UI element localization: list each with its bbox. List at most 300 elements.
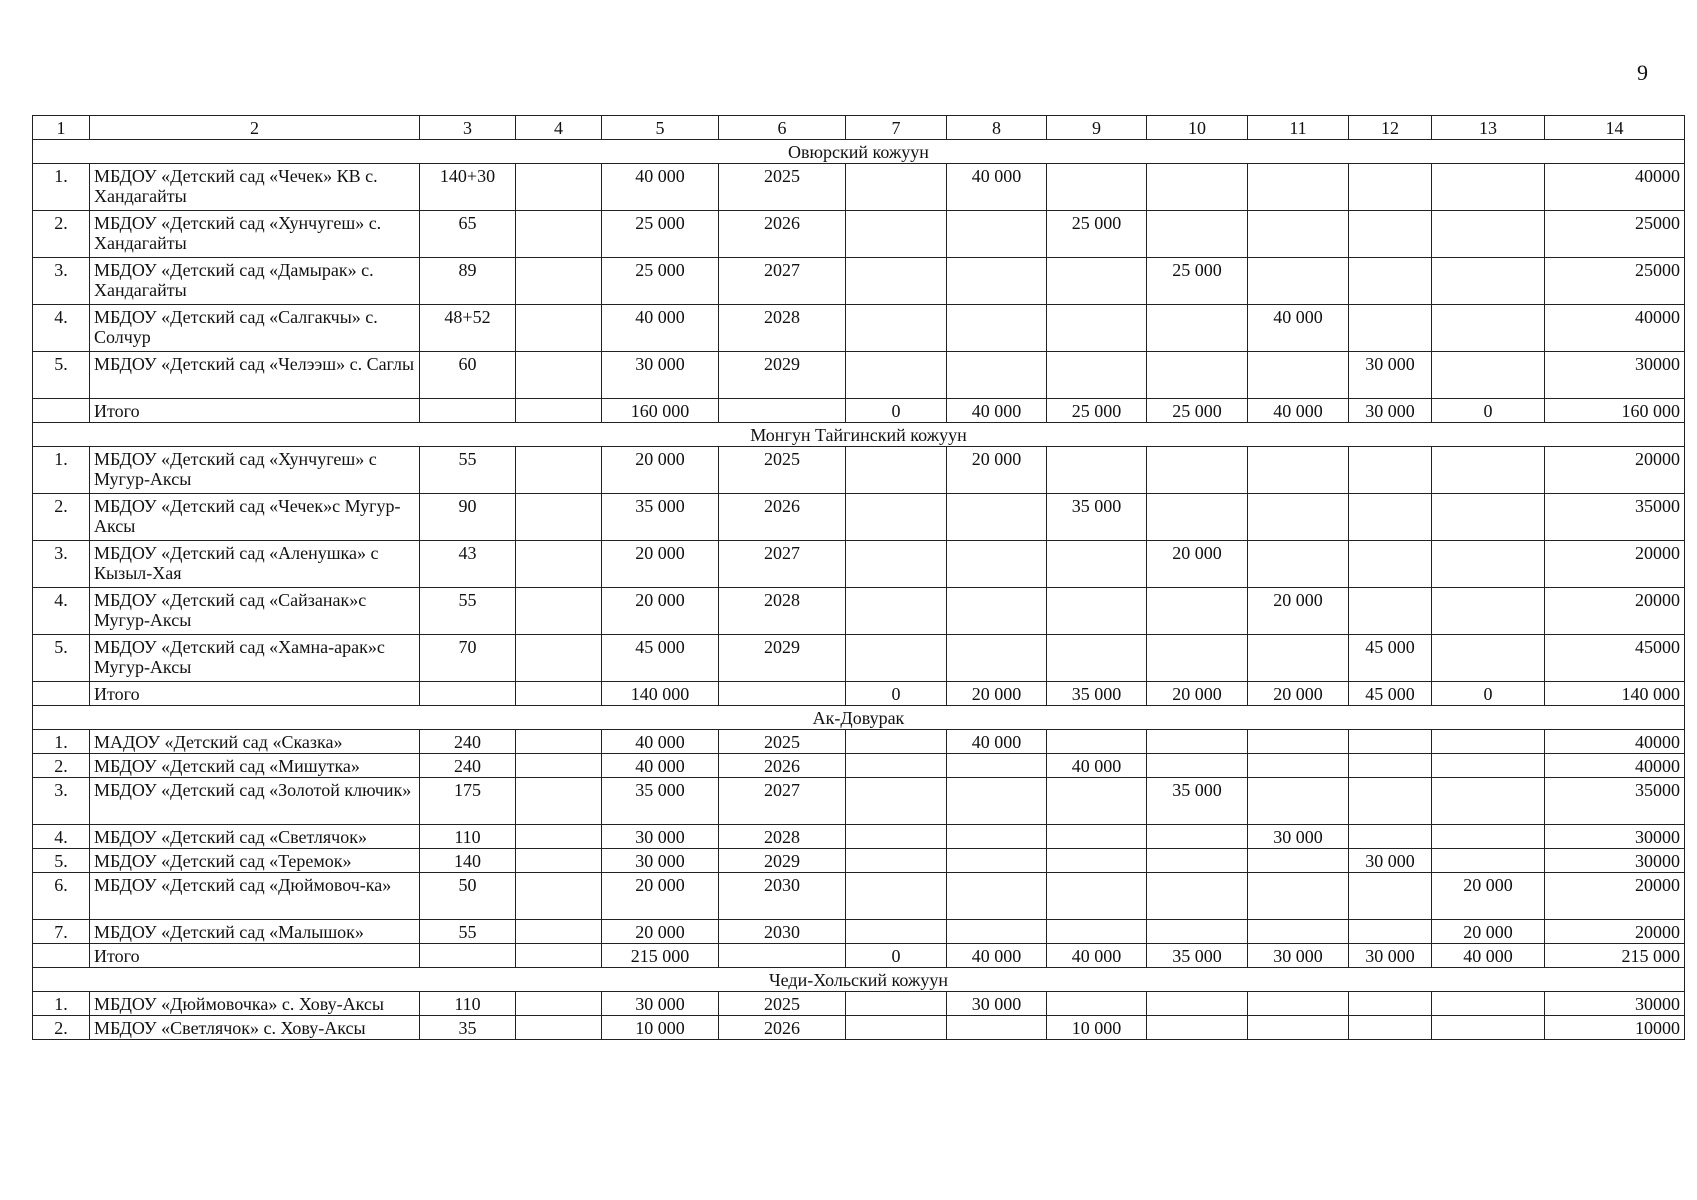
table-cell: 25000	[1545, 258, 1685, 305]
table-cell: 70	[420, 635, 516, 682]
table-cell	[1248, 447, 1349, 494]
column-number-8: 8	[947, 116, 1047, 140]
table-cell	[1248, 352, 1349, 399]
total-cell	[516, 682, 602, 706]
table-cell	[1147, 754, 1248, 778]
table-cell: 20000	[1545, 873, 1685, 920]
table-cell	[947, 754, 1047, 778]
row-number: 3.	[33, 258, 90, 305]
institution-name: МБДОУ «Детский сад «Дюймовоч-ка»	[90, 873, 420, 920]
table-cell	[1047, 541, 1147, 588]
table-cell	[1349, 992, 1432, 1016]
table-row	[33, 305, 1685, 352]
table-cell	[1349, 258, 1432, 305]
table-cell	[947, 825, 1047, 849]
total-cell: 20 000	[947, 682, 1047, 706]
total-cell	[33, 682, 90, 706]
section-title: Овюрский кожуун	[33, 140, 1685, 164]
table-cell	[846, 1016, 947, 1040]
table-cell: 20 000	[1147, 541, 1248, 588]
section-title: Монгун Тайгинский кожуун	[33, 423, 1685, 447]
table-row	[33, 258, 1685, 305]
table-cell	[1432, 258, 1545, 305]
row-number: 3.	[33, 778, 90, 825]
row-number: 6.	[33, 873, 90, 920]
table-cell	[1047, 447, 1147, 494]
table-cell	[1349, 211, 1432, 258]
table-row	[33, 541, 1685, 588]
table-cell	[846, 635, 947, 682]
table-cell: 20000	[1545, 920, 1685, 944]
table-cell: 35 000	[602, 494, 719, 541]
column-number-4: 4	[516, 116, 602, 140]
table-cell	[1349, 494, 1432, 541]
table-cell	[1147, 920, 1248, 944]
row-number: 4.	[33, 305, 90, 352]
table-row	[33, 778, 1685, 825]
table-cell	[1349, 164, 1432, 211]
institution-name: МАДОУ «Детский сад «Сказка»	[90, 730, 420, 754]
table-cell	[947, 588, 1047, 635]
table-cell: 40 000	[602, 305, 719, 352]
table-cell: 30000	[1545, 352, 1685, 399]
table-cell: 40000	[1545, 754, 1685, 778]
table-cell	[1147, 825, 1248, 849]
table-cell: 35 000	[1047, 494, 1147, 541]
table-cell	[1432, 447, 1545, 494]
total-cell	[33, 944, 90, 968]
table-cell	[1432, 541, 1545, 588]
table-cell	[1047, 258, 1147, 305]
table-cell: 2030	[719, 873, 846, 920]
institution-name: МБДОУ «Детский сад «Челээш» с. Саглы	[90, 352, 420, 399]
table-cell	[516, 825, 602, 849]
table-cell	[1432, 754, 1545, 778]
table-cell: 40 000	[1248, 305, 1349, 352]
table-cell	[1432, 305, 1545, 352]
table-cell: 20 000	[602, 920, 719, 944]
total-cell: 140 000	[1545, 682, 1685, 706]
table-cell	[1248, 778, 1349, 825]
total-cell: 20 000	[1147, 682, 1248, 706]
table-cell: 65	[420, 211, 516, 258]
table-cell	[1248, 211, 1349, 258]
total-cell: 40 000	[1248, 399, 1349, 423]
table-cell: 45 000	[602, 635, 719, 682]
total-cell: 20 000	[1248, 682, 1349, 706]
table-cell: 30 000	[602, 825, 719, 849]
table-cell: 30 000	[1248, 825, 1349, 849]
column-number-12: 12	[1349, 116, 1432, 140]
institution-name: МБДОУ «Дюймовочка» с. Хову-Аксы	[90, 992, 420, 1016]
row-number: 1.	[33, 730, 90, 754]
table-row	[33, 992, 1685, 1016]
column-number-5: 5	[602, 116, 719, 140]
table-cell: 2026	[719, 211, 846, 258]
table-cell: 55	[420, 447, 516, 494]
row-number: 1.	[33, 447, 90, 494]
total-label: Итого	[90, 682, 420, 706]
table-cell	[516, 541, 602, 588]
table-cell	[947, 352, 1047, 399]
table-cell	[846, 849, 947, 873]
table-cell	[1248, 164, 1349, 211]
column-number-1: 1	[33, 116, 90, 140]
column-number-3: 3	[420, 116, 516, 140]
row-number: 5.	[33, 352, 90, 399]
table-cell	[846, 873, 947, 920]
table-cell	[1349, 447, 1432, 494]
row-number: 5.	[33, 849, 90, 873]
table-cell: 40000	[1545, 305, 1685, 352]
table-cell: 2028	[719, 588, 846, 635]
institution-name: МБДОУ «Детский сад «Дамырак» с. Хандагайты	[90, 258, 420, 305]
table-cell	[1147, 635, 1248, 682]
table-cell: 20 000	[602, 873, 719, 920]
table-cell	[1147, 352, 1248, 399]
table-row	[33, 873, 1685, 920]
table-cell	[846, 541, 947, 588]
table-cell: 2026	[719, 754, 846, 778]
table-cell	[516, 447, 602, 494]
table-cell: 2029	[719, 635, 846, 682]
table-cell	[1248, 494, 1349, 541]
table-cell	[516, 730, 602, 754]
table-cell: 20000	[1545, 541, 1685, 588]
table-cell	[947, 920, 1047, 944]
table-cell: 40 000	[1047, 754, 1147, 778]
table-cell	[1047, 588, 1147, 635]
table-cell: 48+52	[420, 305, 516, 352]
table-cell	[1248, 754, 1349, 778]
table-cell: 43	[420, 541, 516, 588]
table-cell	[1432, 825, 1545, 849]
total-cell: 40 000	[947, 399, 1047, 423]
table-cell: 30000	[1545, 849, 1685, 873]
table-cell	[846, 778, 947, 825]
page-number: 9	[1637, 60, 1648, 85]
table-cell: 55	[420, 588, 516, 635]
institution-name: МБДОУ «Детский сад «Теремок»	[90, 849, 420, 873]
table-cell	[516, 305, 602, 352]
section-title: Чеди-Хольский кожуун	[33, 968, 1685, 992]
table-row	[33, 730, 1685, 754]
table-cell: 35 000	[1147, 778, 1248, 825]
table-cell: 10 000	[1047, 1016, 1147, 1040]
row-number: 1.	[33, 164, 90, 211]
total-cell: 0	[846, 682, 947, 706]
table-cell	[516, 635, 602, 682]
table-row	[33, 352, 1685, 399]
table-cell: 40 000	[947, 164, 1047, 211]
table-row	[33, 211, 1685, 258]
table-header-row	[33, 116, 1685, 140]
table-cell: 40 000	[602, 730, 719, 754]
total-cell	[420, 682, 516, 706]
total-cell	[516, 399, 602, 423]
table-cell: 2025	[719, 447, 846, 494]
total-cell: 0	[846, 399, 947, 423]
table-cell	[516, 1016, 602, 1040]
institution-name: МБДОУ «Детский сад «Светлячок»	[90, 825, 420, 849]
table-cell	[516, 352, 602, 399]
table-cell	[1147, 873, 1248, 920]
table-cell	[1432, 494, 1545, 541]
table-cell	[1047, 825, 1147, 849]
table-cell: 20 000	[1432, 873, 1545, 920]
total-cell	[33, 399, 90, 423]
table-cell	[1349, 588, 1432, 635]
row-number: 4.	[33, 588, 90, 635]
table-row	[33, 849, 1685, 873]
table-cell: 40 000	[947, 730, 1047, 754]
table-cell	[1047, 730, 1147, 754]
total-cell	[719, 399, 846, 423]
table-cell	[1349, 541, 1432, 588]
table-cell	[516, 849, 602, 873]
table-cell	[846, 352, 947, 399]
table-cell: 2028	[719, 825, 846, 849]
table-cell: 20 000	[602, 447, 719, 494]
table-cell: 10 000	[602, 1016, 719, 1040]
table-cell	[1248, 258, 1349, 305]
table-cell: 2025	[719, 164, 846, 211]
column-number-2: 2	[90, 116, 420, 140]
table-cell	[846, 920, 947, 944]
table-cell: 20000	[1545, 588, 1685, 635]
table-cell	[1147, 849, 1248, 873]
table-row	[33, 635, 1685, 682]
institution-name: МБДОУ «Детский сад «Хамна-арак»с Мугур-Аксы	[90, 635, 420, 682]
table-cell	[1047, 873, 1147, 920]
table-cell: 110	[420, 825, 516, 849]
total-cell	[516, 944, 602, 968]
total-cell: 30 000	[1349, 944, 1432, 968]
table-cell	[1432, 778, 1545, 825]
table-cell	[516, 494, 602, 541]
table-cell: 2028	[719, 305, 846, 352]
table-cell: 2029	[719, 849, 846, 873]
table-cell	[1349, 873, 1432, 920]
table-cell	[1432, 1016, 1545, 1040]
table-cell	[1147, 494, 1248, 541]
table-cell	[516, 164, 602, 211]
row-number: 2.	[33, 494, 90, 541]
table-cell: 89	[420, 258, 516, 305]
table-cell	[1432, 588, 1545, 635]
table-cell	[1349, 920, 1432, 944]
table-row	[33, 447, 1685, 494]
section-heading-row	[33, 968, 1685, 992]
table-cell: 20 000	[947, 447, 1047, 494]
table-cell	[1248, 730, 1349, 754]
institution-name: МБДОУ «Детский сад «Сайзанак»с Мугур-Аксы	[90, 588, 420, 635]
row-number: 3.	[33, 541, 90, 588]
table-cell	[516, 258, 602, 305]
table-cell	[1248, 1016, 1349, 1040]
table-cell	[1047, 352, 1147, 399]
total-cell: 215 000	[602, 944, 719, 968]
institution-name: МБДОУ «Детский сад «Хунчугеш» с Мугур-Аксы	[90, 447, 420, 494]
table-cell: 30000	[1545, 992, 1685, 1016]
table-cell	[516, 920, 602, 944]
table-cell	[947, 873, 1047, 920]
table-cell	[846, 305, 947, 352]
table-cell: 2027	[719, 258, 846, 305]
total-cell: 30 000	[1248, 944, 1349, 968]
table-cell	[1432, 849, 1545, 873]
table-cell: 30 000	[1349, 849, 1432, 873]
total-cell	[719, 682, 846, 706]
table-cell: 20 000	[602, 541, 719, 588]
table-row	[33, 825, 1685, 849]
column-number-10: 10	[1147, 116, 1248, 140]
institution-name: МБДОУ «Детский сад «Чечек» КВ с. Хандагайты	[90, 164, 420, 211]
row-number: 1.	[33, 992, 90, 1016]
table-row	[33, 494, 1685, 541]
table-cell	[1349, 754, 1432, 778]
table-cell	[1349, 1016, 1432, 1040]
table-cell: 30 000	[602, 992, 719, 1016]
table-cell	[1047, 992, 1147, 1016]
table-cell	[1248, 920, 1349, 944]
table-cell: 2029	[719, 352, 846, 399]
total-cell: 40 000	[947, 944, 1047, 968]
table-cell: 45000	[1545, 635, 1685, 682]
institution-name: МБДОУ «Детский сад «Салгакчы» с. Солчур	[90, 305, 420, 352]
total-cell: 215 000	[1545, 944, 1685, 968]
table-cell: 20 000	[1248, 588, 1349, 635]
column-number-11: 11	[1248, 116, 1349, 140]
total-cell: 45 000	[1349, 682, 1432, 706]
table-cell: 30000	[1545, 825, 1685, 849]
table-cell	[846, 494, 947, 541]
table-cell: 240	[420, 754, 516, 778]
table-cell: 25 000	[602, 258, 719, 305]
total-cell	[719, 944, 846, 968]
table-cell: 20 000	[602, 588, 719, 635]
table-cell: 50	[420, 873, 516, 920]
table-cell	[1147, 730, 1248, 754]
institution-name: МБДОУ «Детский сад «Аленушка» с Кызыл-Хая	[90, 541, 420, 588]
table-cell: 35 000	[602, 778, 719, 825]
table-cell	[1047, 305, 1147, 352]
table-cell	[947, 849, 1047, 873]
row-number: 4.	[33, 825, 90, 849]
table-cell	[947, 494, 1047, 541]
table-cell	[947, 778, 1047, 825]
total-cell: 40 000	[1432, 944, 1545, 968]
table-cell: 2025	[719, 992, 846, 1016]
table-cell	[1147, 164, 1248, 211]
table-cell	[846, 730, 947, 754]
table-cell: 25 000	[1147, 258, 1248, 305]
table-row	[33, 754, 1685, 778]
column-number-9: 9	[1047, 116, 1147, 140]
table-cell	[1047, 164, 1147, 211]
institution-name: МБДОУ «Детский сад «Малышок»	[90, 920, 420, 944]
table-cell	[1147, 211, 1248, 258]
total-cell: 35 000	[1147, 944, 1248, 968]
table-cell	[947, 258, 1047, 305]
table-cell: 40 000	[602, 164, 719, 211]
institution-name: МБДОУ «Детский сад «Золотой ключик»	[90, 778, 420, 825]
total-row	[33, 399, 1685, 423]
table-cell: 140	[420, 849, 516, 873]
table-cell: 140+30	[420, 164, 516, 211]
table-cell	[1147, 588, 1248, 635]
section-heading-row	[33, 423, 1685, 447]
table-row	[33, 1016, 1685, 1040]
total-cell	[420, 944, 516, 968]
table-cell	[846, 825, 947, 849]
column-number-6: 6	[719, 116, 846, 140]
table-cell: 45 000	[1349, 635, 1432, 682]
table-cell	[1147, 992, 1248, 1016]
table-cell	[1349, 305, 1432, 352]
total-cell: 25 000	[1147, 399, 1248, 423]
table-cell: 2025	[719, 730, 846, 754]
table-cell: 35	[420, 1016, 516, 1040]
total-cell: 0	[846, 944, 947, 968]
table-cell	[1432, 992, 1545, 1016]
table-cell: 2026	[719, 1016, 846, 1040]
total-cell: 160 000	[602, 399, 719, 423]
table-cell: 110	[420, 992, 516, 1016]
table-cell: 40000	[1545, 730, 1685, 754]
table-cell	[1047, 778, 1147, 825]
table-cell	[516, 873, 602, 920]
table-cell	[1047, 849, 1147, 873]
total-cell: 25 000	[1047, 399, 1147, 423]
table-cell: 175	[420, 778, 516, 825]
table-cell	[846, 447, 947, 494]
table-cell	[1248, 541, 1349, 588]
table-cell: 25000	[1545, 211, 1685, 258]
table-cell	[947, 1016, 1047, 1040]
table-cell	[1248, 849, 1349, 873]
institution-name: МБДОУ «Детский сад «Чечек»с Мугур-Аксы	[90, 494, 420, 541]
table-cell	[516, 588, 602, 635]
table-cell	[846, 211, 947, 258]
section-heading-row	[33, 706, 1685, 730]
row-number: 7.	[33, 920, 90, 944]
table-cell	[947, 211, 1047, 258]
table-cell: 2026	[719, 494, 846, 541]
total-cell	[420, 399, 516, 423]
row-number: 2.	[33, 754, 90, 778]
section-title: Ак-Довурак	[33, 706, 1685, 730]
table-cell	[516, 778, 602, 825]
total-label: Итого	[90, 944, 420, 968]
table-cell	[1432, 352, 1545, 399]
table-cell: 30 000	[1349, 352, 1432, 399]
table-cell: 35000	[1545, 778, 1685, 825]
institution-name: МБДОУ «Детский сад «Хунчугеш» с. Хандагайты	[90, 211, 420, 258]
table-cell: 25 000	[1047, 211, 1147, 258]
table-cell	[1147, 305, 1248, 352]
table-cell: 2030	[719, 920, 846, 944]
institution-name: МБДОУ «Светлячок» с. Хову-Аксы	[90, 1016, 420, 1040]
table-cell: 30 000	[947, 992, 1047, 1016]
total-row	[33, 682, 1685, 706]
program-table	[32, 115, 1685, 1040]
table-cell: 2027	[719, 778, 846, 825]
table-cell	[1432, 211, 1545, 258]
total-cell: 40 000	[1047, 944, 1147, 968]
column-number-13: 13	[1432, 116, 1545, 140]
table-cell	[846, 258, 947, 305]
